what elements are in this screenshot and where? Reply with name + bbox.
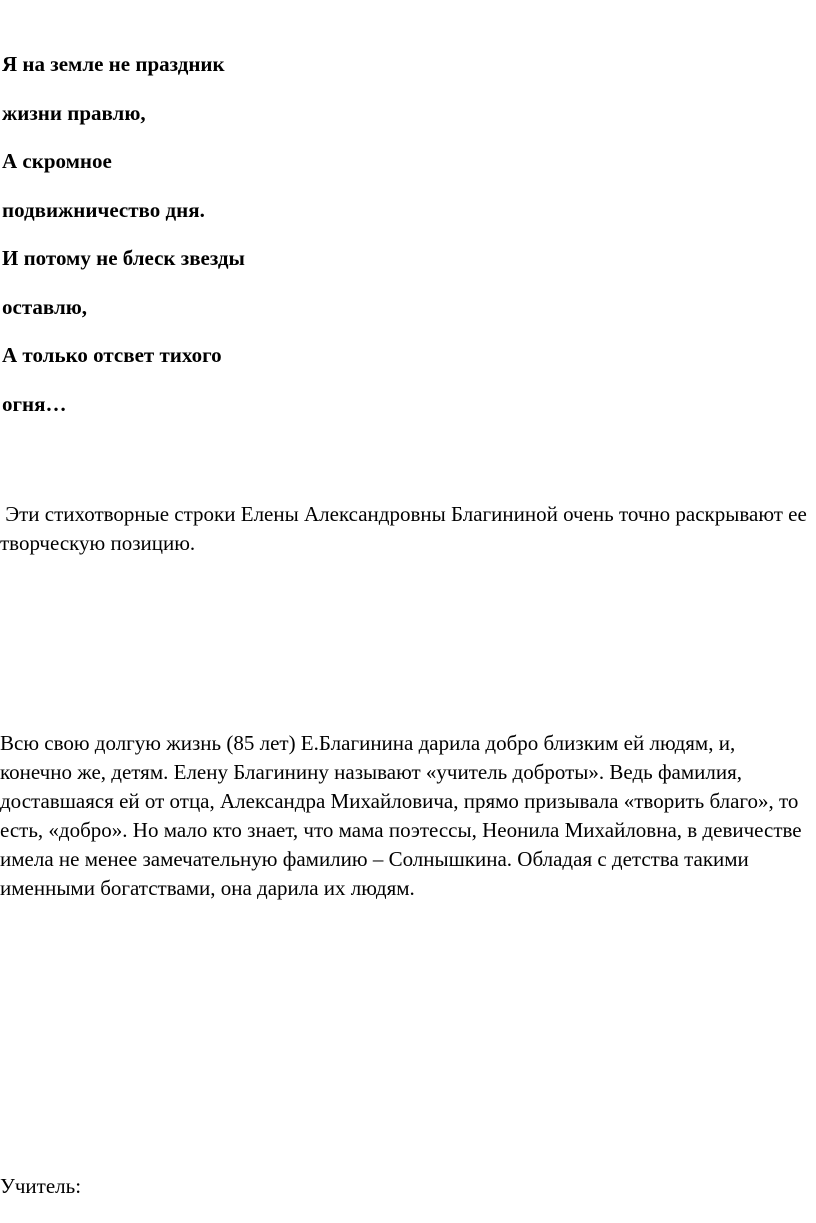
poem-line: оставлю,	[2, 294, 88, 319]
poem-line: жизни правлю,	[2, 100, 146, 125]
poem-line: огня…	[2, 391, 67, 416]
poem-line: подвижничество дня.	[2, 197, 205, 222]
teacher-signature-label: Учитель:	[0, 1174, 82, 1198]
poem-line: А скромное	[2, 149, 112, 173]
biography-paragraph: Всю свою долгую жизнь (85 лет) Е.Благинина дарила добро близким ей людям, и, конечно же, детям. Елену Благинину называют «учитель доброты». Ведь фамилия, доставшаяся ей от отца, Александра Михайловича, прямо призывала «творить благо», то есть, «добро». Но мало кто знает, что мама поэтессы, Неонила Михайловна, в девичестве имела не менее замечательную фамилию – Солнышкина. Обладая с детства такими именными богатствами, она дарила их людям.	[0, 731, 802, 900]
poem-line: И потому не блеск звезды	[2, 246, 245, 270]
poem-line: Я на земле не праздник	[2, 52, 225, 76]
poem-block	[2, 52, 502, 440]
poem-line: А только отсвет тихого	[2, 343, 222, 367]
intro-paragraph: Эти стихотворные строки Елены Александровны Благининой очень точно раскрывают ее творческую позицию.	[0, 502, 807, 555]
